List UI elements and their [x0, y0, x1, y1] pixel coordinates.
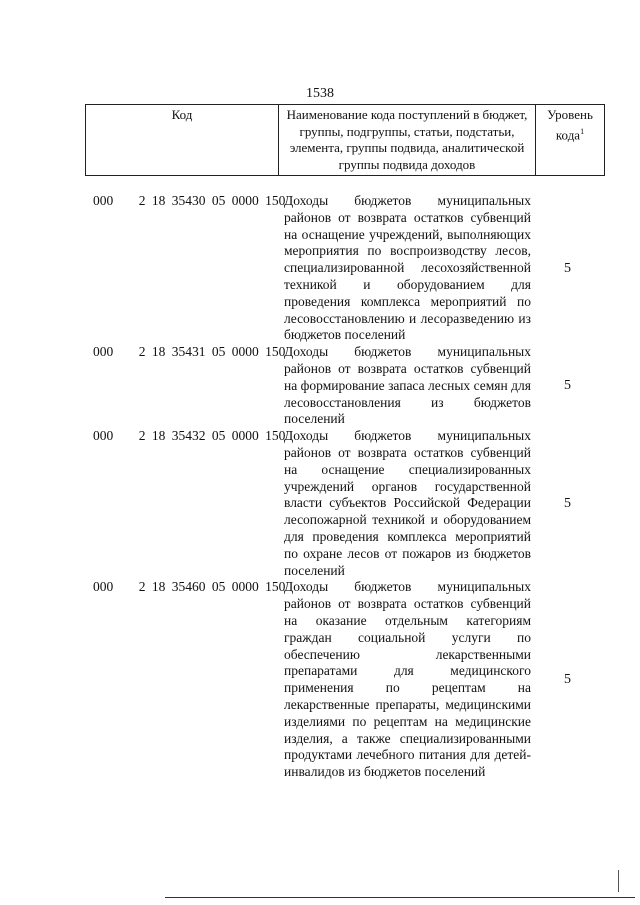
row-description: Доходы бюджетов муниципальных районов от возврата остатков субвенций на оснащение специализированных учреждений органов государственной власти субъектов Российской Федерации лесопожарной техникой и оборудованием для проведения комплекса мероприятий по охране лесов от пожаров из бюджетов поселений	[284, 428, 531, 578]
row-description: Доходы бюджетов муниципальных районов от возврата остатков субвенций на формирование запаса лесных семян для лесовосстановления из бюджетов поселений	[284, 344, 531, 427]
budget-classification-code: 2 18 35430 05 0000 150	[138, 193, 286, 208]
admin-code: 000	[93, 344, 114, 360]
table-row	[0, 193, 640, 344]
table-row	[0, 428, 640, 579]
column-header-code	[86, 105, 279, 176]
row-level: 5	[564, 672, 571, 688]
page-number: 1538	[306, 86, 334, 101]
table-row	[0, 344, 640, 428]
column-header-code-label: Код	[171, 107, 193, 122]
column-header-name	[279, 105, 536, 176]
admin-code: 000	[93, 428, 114, 444]
table-row	[0, 579, 640, 781]
budget-classification-code: 2 18 35432 05 0000 150	[138, 428, 286, 444]
table-header	[85, 104, 605, 176]
column-header-name-label: Наименование кода поступлений в бюджет, группы, подгруппы, статьи, подстатьи, элемента, группы подвида, аналитической группы подвида доходов	[286, 107, 528, 172]
budget-classification-code: 2 18 35460 05 0000 150	[138, 579, 286, 595]
admin-code: 000	[93, 579, 114, 595]
row-description: Доходы бюджетов муниципальных районов от возврата остатков субвенций на оказание отдельным категориям граждан социальной услуги по обеспечению лекарственными препаратами для медицинского применения по рецептам на лекарственные препараты, медицинскими изделиями по рецептам на медицинские изделия, а также специализированными продуктами лечебного питания для детей-инвалидов из бюджетов поселений	[284, 579, 531, 780]
admin-code: 000	[93, 193, 114, 208]
scan-edge-line	[165, 897, 635, 898]
column-header-level	[536, 105, 605, 176]
row-code	[93, 193, 285, 210]
column-header-level-label: Уровень кода	[547, 107, 593, 142]
row-code	[93, 579, 285, 596]
income-code-list	[0, 193, 640, 781]
row-level: 5	[564, 495, 571, 511]
row-code	[93, 344, 285, 361]
row-description: Доходы бюджетов муниципальных районов от возврата остатков субвенций на оснащение учреждений, выполняющих мероприятия по воспроизводству лесов, специализированной лесохозяйственной техникой и оборудованием для проведения комплекса мероприятий по лесовосстановлению и лесоразведению из бюджетов поселений	[284, 193, 531, 343]
scan-artifact	[618, 870, 619, 892]
row-level: 5	[564, 260, 571, 276]
footnote-marker: 1	[580, 126, 585, 136]
row-code	[93, 428, 285, 445]
row-level: 5	[564, 378, 571, 394]
budget-classification-code: 2 18 35431 05 0000 150	[138, 344, 286, 360]
